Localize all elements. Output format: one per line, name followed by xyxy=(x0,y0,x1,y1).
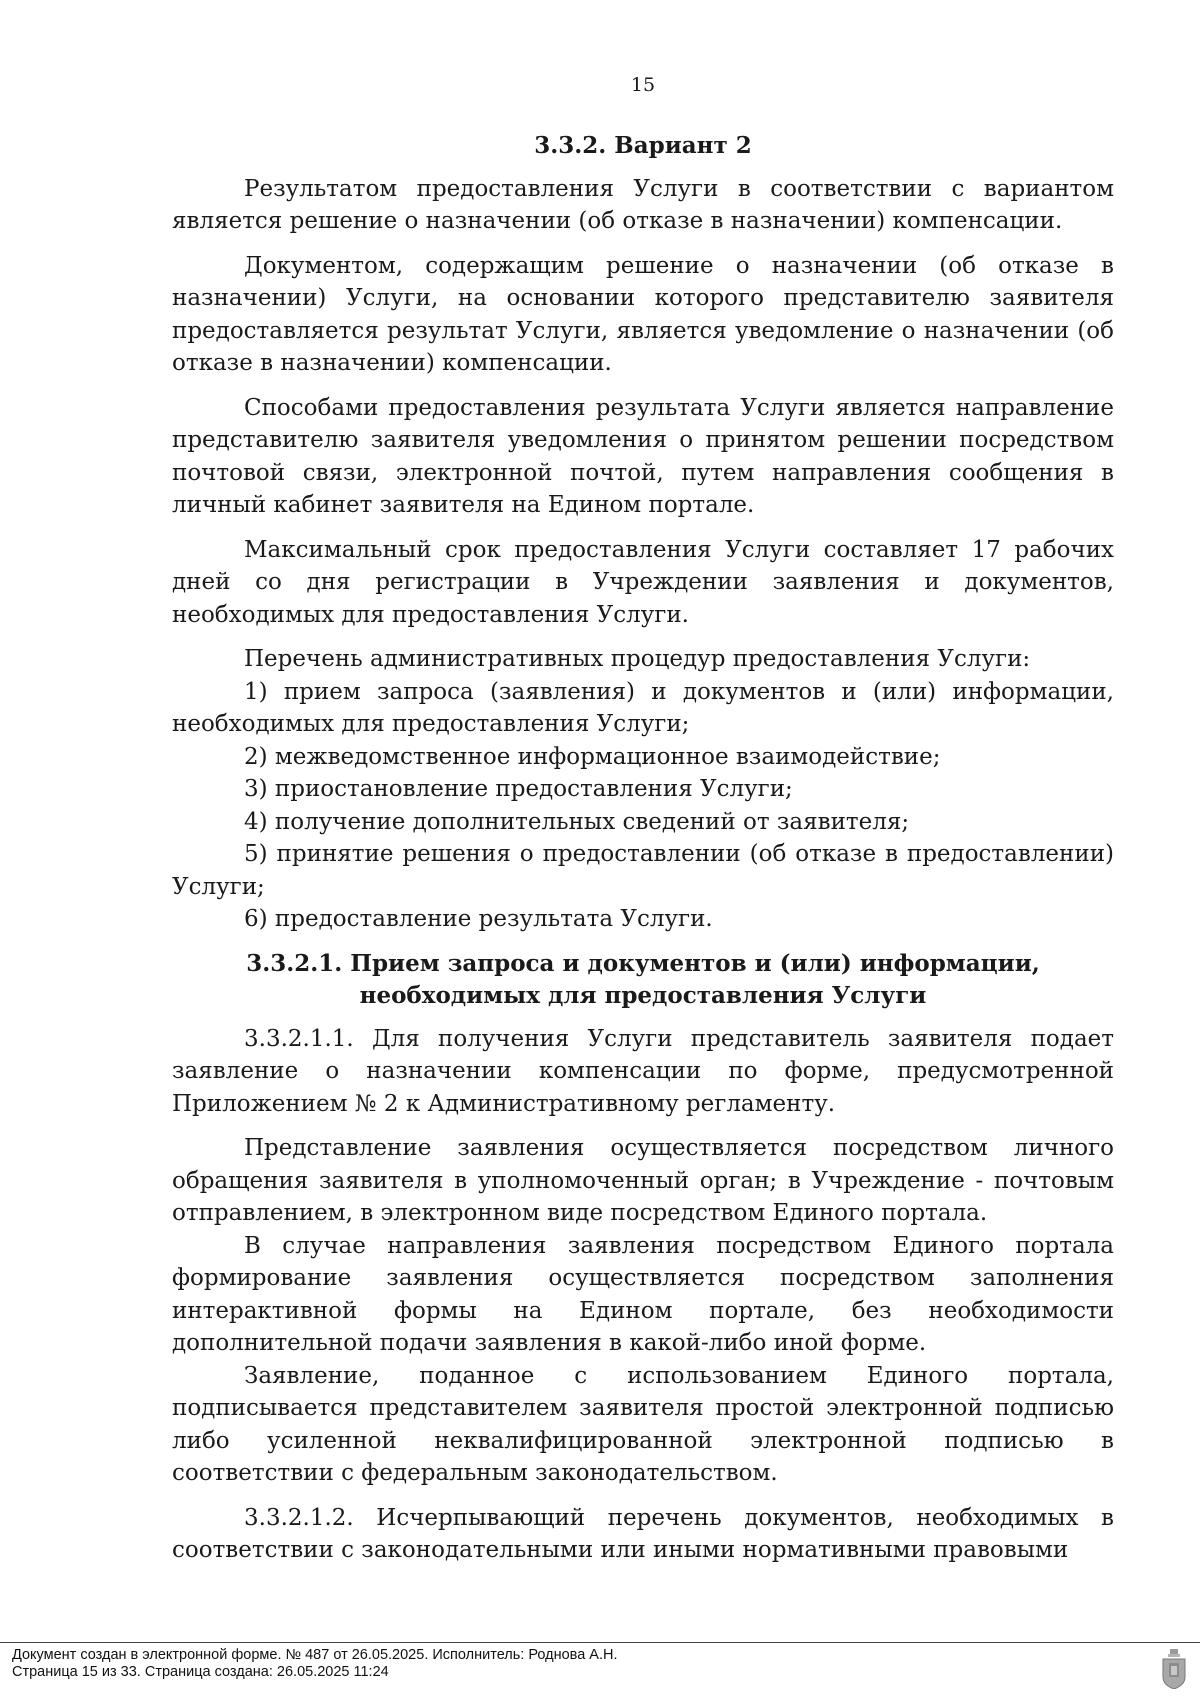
paragraph: Способами предоставления результата Услуги является направление представителю заявителя уведомления о принятом решении посредством почтовой связи, электронной почтой, путем направления сообщения в личный кабинет заявителя на Едином портале. xyxy=(172,394,1114,518)
page-number: 15 xyxy=(630,74,656,96)
paragraph: Результатом предоставления Услуги в соответствии с вариантом является решение о назначении (об отказе в назначении) компенсации. xyxy=(172,175,1114,234)
footer-line-document: Документ создан в электронной форме. № 487 от 26.05.2025. Исполнитель: Роднова А.Н. xyxy=(12,1647,618,1663)
coat-of-arms-icon xyxy=(1160,1649,1188,1689)
document-body xyxy=(172,130,1114,1567)
paragraph: Представление заявления осуществляется посредством личного обращения заявителя в уполномоченный орган; в Учреждение - почтовым отправлением, в электронном виде посредством Единого портала. xyxy=(172,1135,1114,1226)
list-item: 6) предоставление результата Услуги. xyxy=(244,906,713,932)
section-heading: 3.3.2. Вариант 2 xyxy=(534,132,752,159)
list-item: 2) межведомственное информационное взаимодействие; xyxy=(244,743,941,770)
list-item: 4) получение дополнительных сведений от заявителя; xyxy=(244,808,910,835)
paragraph: 3.3.2.1.2. Исчерпывающий перечень документов, необходимых в соответствии с законодательными или иными нормативными правовыми xyxy=(172,1504,1114,1563)
subsection-heading: 3.3.2.1. Прием запроса и документов и (или) информации, необходимых для предоставления Услуги xyxy=(246,949,1040,1009)
list-item: 1) прием запроса (заявления) и документов и (или) информации, необходимых для предоставления Услуги; xyxy=(172,678,1114,737)
procedures-intro: Перечень административных процедур предоставления Услуги: xyxy=(244,646,1031,672)
paragraph: В случае направления заявления посредством Единого портала формирование заявления осуществляется посредством заполнения интерактивной формы на Едином портале, без необходимости дополнительной подачи заявления в какой-либо иной форме. xyxy=(172,1232,1114,1356)
paragraph: Документом, содержащим решение о назначении (об отказе в назначении) Услуги, на основании которого представителю заявителя предоставляется результат Услуги, является уведомление о назначении (об отказе в назначении) компенсации. xyxy=(172,252,1114,376)
list-item: 3) приостановление предоставления Услуги; xyxy=(244,776,793,802)
footer-line-page: Страница 15 из 33. Страница создана: 26.05.2025 11:24 xyxy=(12,1664,389,1680)
paragraph: 3.3.2.1.1. Для получения Услуги представитель заявителя подает заявление о назначении компенсации по форме, предусмотренной Приложением № 2 к Административному регламенту. xyxy=(172,1025,1114,1117)
list-item: 5) принятие решения о предоставлении (об отказе в предоставлении) Услуги; xyxy=(172,841,1114,900)
paragraph: Заявление, поданное с использованием Единого портала, подписывается представителем заявителя простой электронной подписью либо усиленной неквалифицированной электронной подписью в соответствии с федеральным законодательством. xyxy=(172,1362,1114,1486)
document-footer xyxy=(0,1642,1200,1681)
paragraph: Максимальный срок предоставления Услуги составляет 17 рабочих дней со дня регистрации в Учреждении заявления и документов, необходимых для предоставления Услуги. xyxy=(172,536,1114,628)
